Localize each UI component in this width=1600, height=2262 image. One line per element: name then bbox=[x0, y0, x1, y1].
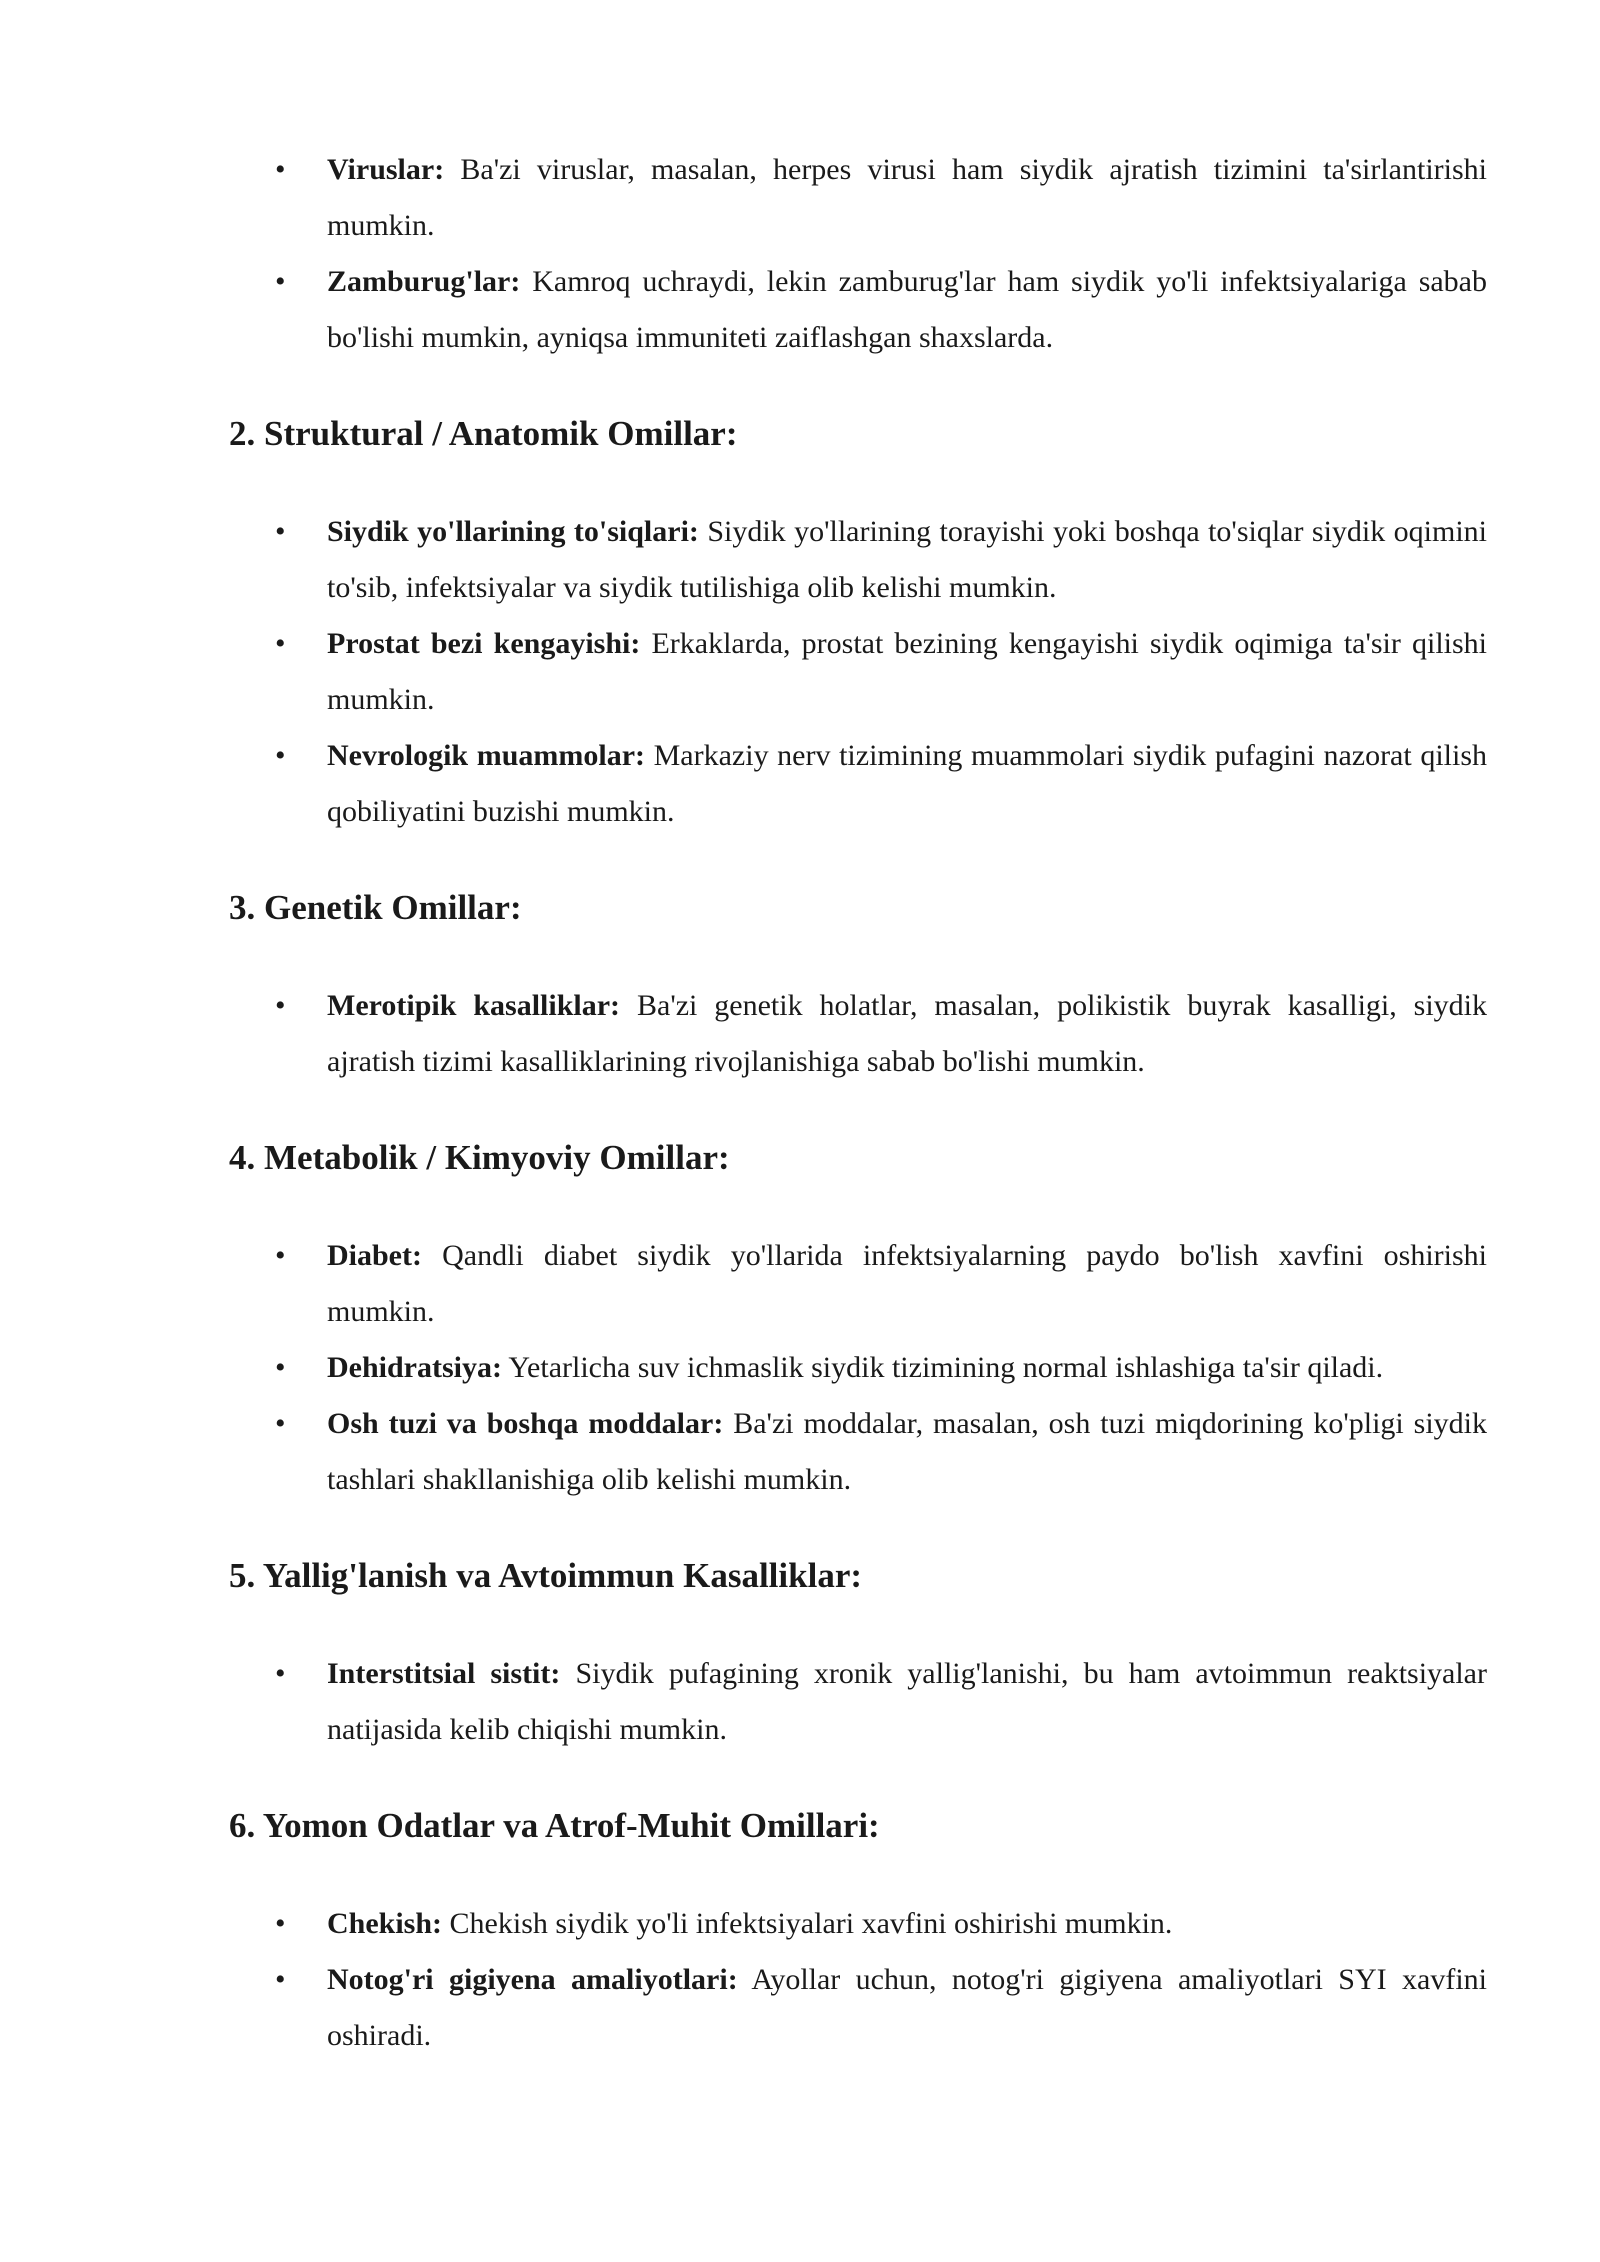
bullet-icon: • bbox=[275, 1657, 286, 1690]
section-list bbox=[229, 1646, 1487, 1758]
item-text: Siydik yo'llarining torayishi yoki boshqa to'siqlar siydik oqimini to'sib, infektsiyalar va siydik tutilishiga olib kelishi mumkin. bbox=[327, 515, 1487, 604]
bullet-icon: • bbox=[275, 989, 286, 1022]
item-text: Ayollar uchun, notog'ri gigiyena amaliyotlari SYI xavfini oshiradi. bbox=[327, 1963, 1487, 2052]
list-item bbox=[229, 1228, 1487, 1340]
list-item bbox=[229, 504, 1487, 616]
item-text: Siydik pufagining xronik yallig'lanishi, bu ham avtoimmun reaktsiyalar natijasida kelib chiqishi mumkin. bbox=[327, 1657, 1487, 1746]
item-term: Prostat bezi kengayishi: bbox=[327, 627, 641, 660]
item-text: Erkaklarda, prostat bezining kengayishi siydik oqimiga ta'sir qilishi mumkin. bbox=[327, 627, 1488, 716]
bullet-icon: • bbox=[275, 1351, 286, 1384]
section-heading: 6. Yomon Odatlar va Atrof-Muhit Omillari: bbox=[229, 1806, 880, 1845]
item-text: Ba'zi genetik holatlar, masalan, polikistik buyrak kasalligi, siydik ajratish tizimi kasalliklarining rivojlanishiga sabab bo'lishi mumkin. bbox=[327, 989, 1488, 1078]
list-item bbox=[229, 1396, 1487, 1508]
section-list bbox=[229, 1896, 1487, 2064]
bullet-icon: • bbox=[275, 1407, 286, 1440]
item-term: Interstitsial sistit: bbox=[327, 1657, 561, 1690]
list-item bbox=[229, 142, 1487, 254]
list-item bbox=[229, 728, 1487, 840]
item-term: Merotipik kasalliklar: bbox=[327, 989, 621, 1022]
section-heading: 4. Metabolik / Kimyoviy Omillar: bbox=[229, 1138, 730, 1177]
bullet-icon: • bbox=[275, 739, 286, 772]
list-item bbox=[229, 978, 1487, 1090]
bullet-icon: • bbox=[275, 515, 286, 548]
list-item bbox=[229, 1952, 1487, 2064]
item-term: Siydik yo'llarining to'siqlari: bbox=[327, 515, 699, 548]
section-heading: 3. Genetik Omillar: bbox=[229, 888, 522, 927]
item-term: Zamburug'lar: bbox=[327, 265, 521, 298]
item-text: Chekish siydik yo'li infektsiyalari xavfini oshirishi mumkin. bbox=[442, 1907, 1173, 1940]
item-term: Dehidratsiya: bbox=[327, 1351, 502, 1384]
item-term: Osh tuzi va boshqa moddalar: bbox=[327, 1407, 724, 1440]
item-text: Qandli diabet siydik yo'llarida infektsiyalarning paydo bo'lish xavfini oshirishi mumkin. bbox=[327, 1239, 1487, 1328]
list-item bbox=[229, 1896, 1487, 1952]
item-text: Ba'zi viruslar, masalan, herpes virusi ham siydik ajratish tizimini ta'sirlantirishi mumkin. bbox=[327, 153, 1487, 242]
intro-list bbox=[229, 142, 1487, 366]
bullet-icon: • bbox=[275, 265, 286, 298]
section-list bbox=[229, 1228, 1487, 1508]
list-item bbox=[229, 1646, 1487, 1758]
bullet-icon: • bbox=[275, 627, 286, 660]
list-item bbox=[229, 254, 1487, 366]
item-text: Markaziy nerv tizimining muammolari siydik pufagini nazorat qilish qobiliyatini buzishi mumkin. bbox=[327, 739, 1487, 828]
item-text: Kamroq uchraydi, lekin zamburug'lar ham siydik yo'li infektsiyalariga sabab bo'lishi mumkin, ayniqsa immuniteti zaiflashgan shaxslarda. bbox=[327, 265, 1487, 354]
section-heading: 5. Yallig'lanish va Avtoimmun Kasalliklar: bbox=[229, 1556, 863, 1595]
bullet-icon: • bbox=[275, 1907, 286, 1940]
list-item bbox=[229, 616, 1487, 728]
bullet-icon: • bbox=[275, 153, 286, 186]
section-list bbox=[229, 978, 1487, 1090]
item-term: Nevrologik muammolar: bbox=[327, 739, 646, 772]
item-term: Viruslar: bbox=[327, 153, 445, 186]
list-item bbox=[229, 1340, 1487, 1396]
item-term: Diabet: bbox=[327, 1239, 422, 1272]
bullet-icon: • bbox=[275, 1963, 286, 1996]
section-heading: 2. Struktural / Anatomik Omillar: bbox=[229, 414, 738, 453]
item-term: Notog'ri gigiyena amaliyotlari: bbox=[327, 1963, 738, 1996]
item-term: Chekish: bbox=[327, 1907, 443, 1940]
bullet-icon: • bbox=[275, 1239, 286, 1272]
item-text: Yetarlicha suv ichmaslik siydik tizimining normal ishlashiga ta'sir qiladi. bbox=[502, 1351, 1384, 1384]
item-text: Ba'zi moddalar, masalan, osh tuzi miqdorining ko'pligi siydik tashlari shakllanishiga olib kelishi mumkin. bbox=[327, 1407, 1487, 1496]
section-list bbox=[229, 504, 1487, 840]
